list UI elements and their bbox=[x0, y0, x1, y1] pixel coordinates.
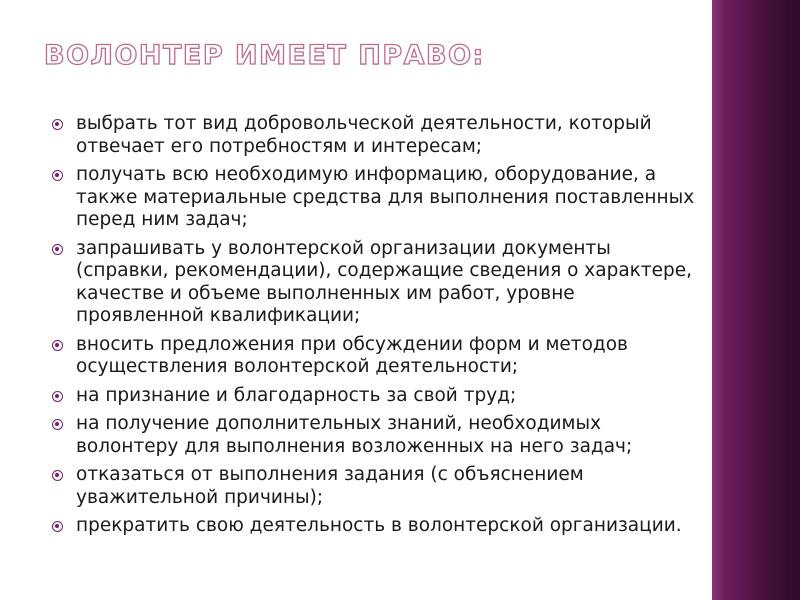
circle-dot-icon bbox=[52, 170, 63, 181]
slide-title: ВОЛОНТЕР ИМЕЕТ ПРАВО: bbox=[44, 40, 485, 71]
list-item bbox=[52, 238, 702, 328]
list-item bbox=[52, 113, 702, 158]
list-item bbox=[52, 385, 702, 408]
list-item bbox=[52, 413, 702, 458]
circle-dot-icon bbox=[52, 244, 63, 255]
circle-dot-icon bbox=[52, 521, 63, 532]
list-item-text: на признание и благодарность за свой труд; bbox=[76, 384, 517, 406]
circle-dot-icon bbox=[52, 470, 63, 481]
circle-dot-icon bbox=[52, 419, 63, 430]
list-item bbox=[52, 334, 702, 379]
circle-dot-icon bbox=[52, 119, 63, 130]
list-item-text: отказаться от выполнения задания (с объяснением уважительной причины); bbox=[76, 464, 584, 508]
list-item-text: запрашивать у волонтерской организации документы (справки, рекомендации), содержащие сведения о характере, качестве и объеме выполненных им работ, уровне проявленной квалификации; bbox=[76, 237, 693, 326]
list-item-text: вносить предложения при обсуждении форм и методов осуществления волонтерской деятельности; bbox=[76, 333, 628, 377]
list-item-text: получать всю необходимую информацию, оборудование, а также материальные средства для выполнения поставленных перед ним задач; bbox=[76, 164, 695, 230]
circle-dot-icon bbox=[52, 340, 63, 351]
list-item bbox=[52, 515, 702, 538]
list-item-text: на получение дополнительных знаний, необходимых волонтеру для выполнения возложенных на него задач; bbox=[76, 413, 633, 457]
decorative-side-bar bbox=[712, 0, 800, 600]
list-item-text: прекратить свою деятельность в волонтерской организации. bbox=[76, 515, 682, 536]
rights-list bbox=[52, 113, 702, 544]
list-item bbox=[52, 464, 702, 509]
circle-dot-icon bbox=[52, 391, 63, 402]
list-item-text: выбрать тот вид добровольческой деятельности, который отвечает его потребностям и интересам; bbox=[76, 113, 652, 157]
list-item bbox=[52, 164, 702, 232]
